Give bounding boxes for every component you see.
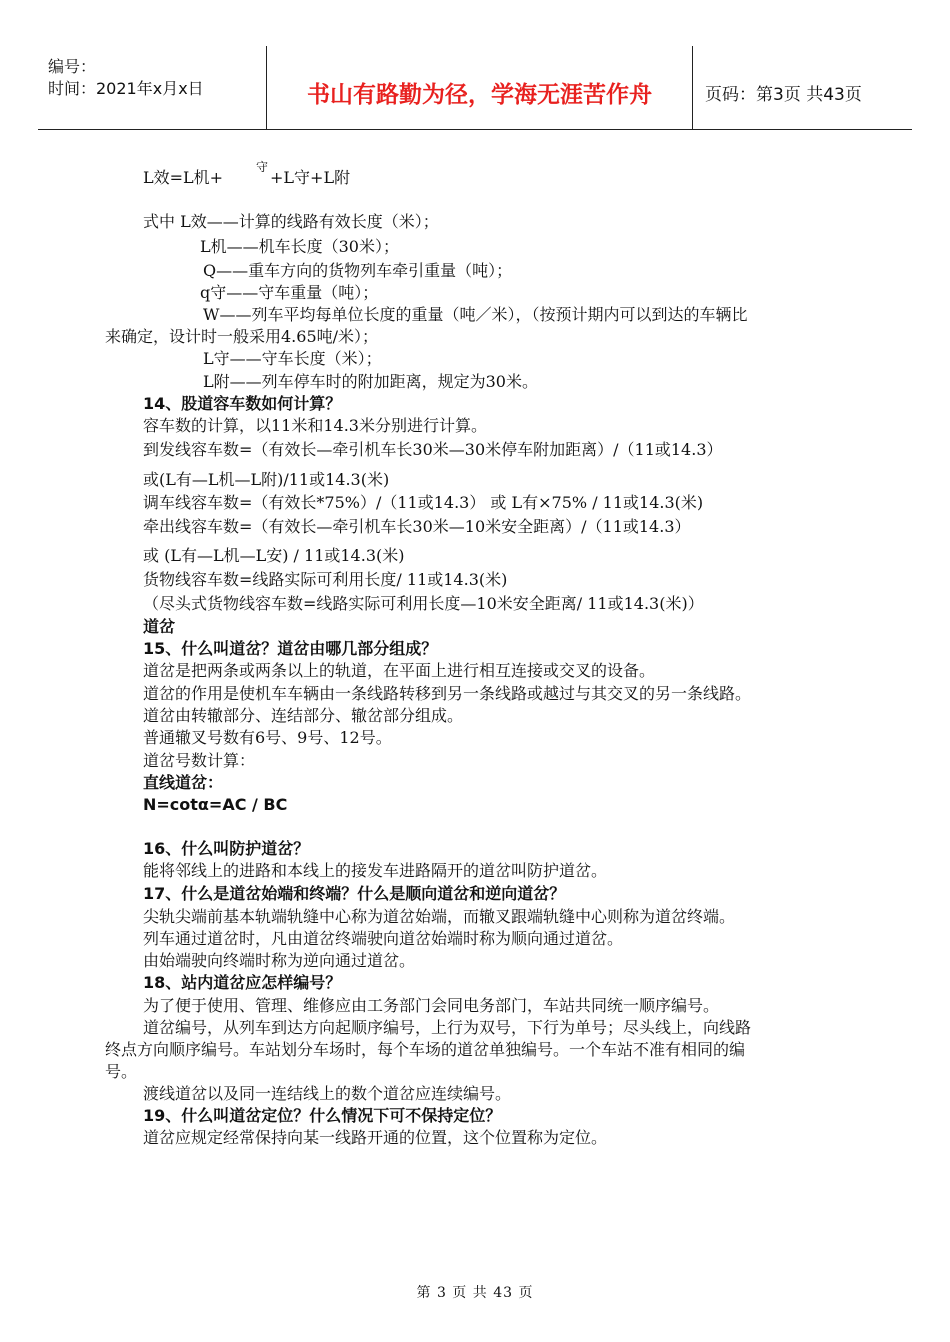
q14-line: 牵出线容车数=（有效长—牵引机车长30米—10米安全距离）/（11或14.3） [143, 517, 691, 536]
q18-line: 终点方向顺序编号。车站划分车场时，每个车场的道岔单独编号。一个车站不准有相同的编 [105, 1040, 746, 1059]
q14-line: 或(L有—L机—L附)/11或14.3(米) [143, 470, 390, 489]
q17-line: 尖轨尖端前基本轨端轨缝中心称为道岔始端，而辙叉跟端轨缝中心则称为道岔终端。 [143, 907, 736, 926]
definition-line: L附——列车停车时的附加距离，规定为30米。 [203, 372, 538, 391]
definition-line: 来确定，设计时一般采用4.65吨/米）； [105, 327, 379, 346]
question-16-title: 16、什么叫防护道岔？ [143, 839, 310, 858]
q18-line: 道岔编号，从列车到达方向起顺序编号，上行为双号，下行为单号；尽头线上，向线路 [143, 1018, 752, 1037]
formula-sup: 守 [256, 160, 269, 174]
definition-line: L守——守车长度（米）； [203, 349, 382, 368]
definition-line: L机——机车长度（30米）； [200, 237, 399, 256]
q14-line: 容车数的计算，以11米和14.3米分别进行计算。 [143, 416, 487, 435]
q14-line: 货物线容车数=线路实际可利用长度/ 11或14.3(米) [143, 570, 508, 589]
q14-line: 调车线容车数=（有效长*75%）/（11或14.3） 或 L有×75% / 11或14.3(米) [143, 493, 704, 512]
q15-line: 道岔由转辙部分、连结部分、辙岔部分组成。 [143, 706, 464, 725]
q15-subtitle: 直线道岔： [143, 773, 224, 792]
motto-text: 书山有路勤为径，学海无涯苦作舟 [307, 82, 652, 108]
q16-line: 能将邻线上的进路和本线上的接发车进路隔开的道岔叫防护道岔。 [143, 861, 608, 880]
question-17-title: 17、什么是道岔始端和终端？什么是顺向道岔和逆向道岔？ [143, 884, 566, 903]
q18-line: 渡线道岔以及同一连结线上的数个道岔应连续编号。 [143, 1084, 512, 1103]
page-footer: 第 3 页 共 43 页 [416, 1285, 534, 1301]
q15-line: 道岔号数计算： [143, 751, 256, 770]
question-18-title: 18、站内道岔应怎样编号？ [143, 973, 342, 992]
q15-line: 道岔是把两条或两条以上的轨道，在平面上进行相互连接或交叉的设备。 [143, 661, 656, 680]
number-label: 编号： [48, 57, 97, 76]
definition-line: q守——守车重量（吨）； [200, 283, 379, 302]
header-meta-cell [38, 46, 267, 129]
q19-line: 道岔应规定经常保持向某一线路开通的位置，这个位置称为定位。 [143, 1128, 608, 1147]
q18-line: 为了便于使用、管理、维修应由工务部门会同电务部门，车站共同统一顺序编号。 [143, 996, 720, 1015]
q15-line: 普通辙叉号数有6号、9号、12号。 [143, 728, 392, 747]
q18-line: 号。 [105, 1062, 138, 1081]
page-header [38, 46, 912, 130]
section-title: 道岔 [143, 617, 176, 636]
question-19-title: 19、什么叫道岔定位？什么情况下可不保持定位？ [143, 1106, 502, 1125]
definition-line: W——列车平均每单位长度的重量（吨／米），（按预计期内可以到达的车辆比 [203, 305, 748, 324]
q17-line: 列车通过道岔时，凡由道岔终端驶向道岔始端时称为顺向通过道岔。 [143, 929, 624, 948]
header-motto-cell [267, 46, 693, 129]
question-14-title: 14、股道容车数如何计算？ [143, 394, 342, 413]
q14-line: （尽头式货物线容车数=线路实际可利用长度—10米安全距离/ 11或14.3(米)） [143, 594, 704, 613]
q14-line: 或 (L有—L机—L安) / 11或14.3(米) [143, 546, 405, 565]
definition-line: 式中 L效——计算的线路有效长度（米）； [143, 212, 439, 231]
date-line: 时间：2021年x月x日 [48, 79, 204, 98]
q17-line: 由始端驶向终端时称为逆向通过道岔。 [143, 951, 416, 970]
formula-main: L效=L机+ [143, 168, 224, 187]
page-info: 页码：第3页 共43页 [705, 85, 862, 105]
header-page-cell [693, 46, 912, 129]
formula-tail: +L守+L附 [270, 168, 351, 187]
q15-formula: N=cotα=AC / BC [143, 795, 288, 814]
question-15-title: 15、什么叫道岔？道岔由哪几部分组成？ [143, 639, 438, 658]
definition-line: Q——重车方向的货物列车牵引重量（吨）； [203, 261, 513, 280]
q14-line: 到发线容车数=（有效长—牵引机车长30米—30米停车附加距离）/（11或14.3） [143, 440, 723, 459]
q15-line: 道岔的作用是使机车车辆由一条线路转移到另一条线路或越过与其交叉的另一条线路。 [143, 684, 752, 703]
